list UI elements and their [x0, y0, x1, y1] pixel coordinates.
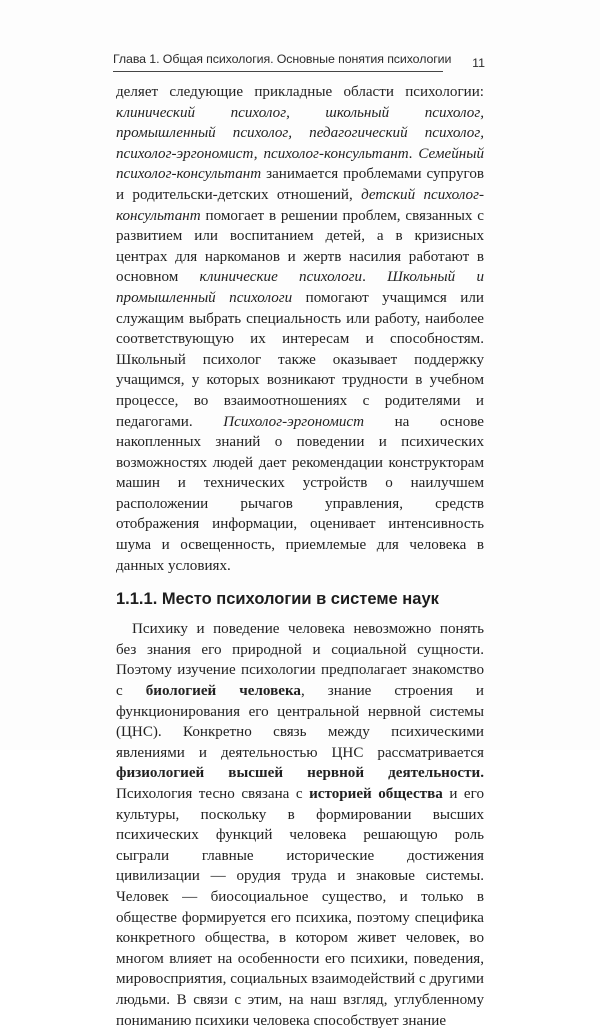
text-span: . — [362, 269, 388, 286]
header-rule — [113, 71, 443, 72]
page-number: 11 — [472, 56, 485, 70]
italic-term: Школьный и промышленный психологи — [116, 269, 485, 306]
text-span: помогает в решении проблем, связанных с развитием или воспитанием детей, а в кризисных центрах для наркоманов и жертв насилия работают в основном — [116, 207, 484, 286]
text-span: и его культуры, поскольку в формировании высших психических функций человека решающую роль сыграли главные исторические достижения цивилизации — орудия труда и знаковые системы. Человек — биосоциальное существо, и только в обществе формируется его психика, поэтому специфика конкретного общества, в котором живет человек, во многом влияет на особенности его психики, поведения, мировосприятия, социальных взаимодействий с другими людьми. В связи с этим, на наш взгляд, углубленному пониманию психики человека способствует знание — [116, 786, 484, 1029]
bold-term: биологией человека — [145, 683, 301, 700]
text-span: занимается проблемами супругов и родительски-детских отношений, — [116, 166, 484, 203]
section-heading: 1.1.1. Место психологии в системе наук — [116, 590, 439, 609]
italic-term: Психолог-эргономист — [223, 413, 364, 430]
text-span: помогают учащимся или служащим выбрать специальность или работу, наиболее соответствующую их интересам и способностям. Школьный психолог также оказывает поддержку учащимся, у которых возникают трудности в учебном процессе, во взаимоотношениях с родителями и педагогами. — [116, 289, 484, 430]
body-text — [116, 82, 484, 1031]
running-header — [113, 50, 485, 72]
text-span: , знание строения и функционирования его центральной нервной системы (ЦНС). Конкретно связь между психическими явлениями и деятельностью ЦНС рассматривается — [116, 683, 484, 761]
italic-term: детский психолог-консультант — [116, 186, 484, 224]
text-span: Психология тесно связана с — [116, 786, 310, 802]
text-span: на основе накопленных знаний о поведении и психических возможностях людей дает рекомендации конструкторам машин и технических устройств о наилучшем расположении рычагов управления, средств отображения информации, оценивает интенсивность шума и освещенность, приемлемые для человека в данных условиях. — [116, 413, 484, 574]
bold-term: физиологией высшей нервной деятельности. — [116, 765, 484, 782]
paragraph-applied-areas — [116, 82, 484, 576]
italic-term: Семейный психолог-консультант — [116, 145, 485, 183]
paragraph-psychology-place — [116, 619, 484, 1031]
text-span: . — [408, 145, 419, 162]
text-span: деляет следующие прикладные области психологии: — [116, 84, 484, 100]
italic-term: клинические психологи — [199, 269, 363, 286]
bold-term: историей общества — [309, 786, 443, 802]
text-span: Психику и поведение человека невозможно понять без знания его природной и социальной сущности. Поэтому изучение психологии предполагает знакомство с — [116, 621, 484, 700]
italic-term: клинический психолог, школьный психолог, промышленный психолог, педагогический психолог, психолог-эргономист, психолог-консультант — [116, 104, 484, 162]
chapter-title: Глава 1. Общая психология. Основные понятия психологии — [113, 52, 452, 66]
